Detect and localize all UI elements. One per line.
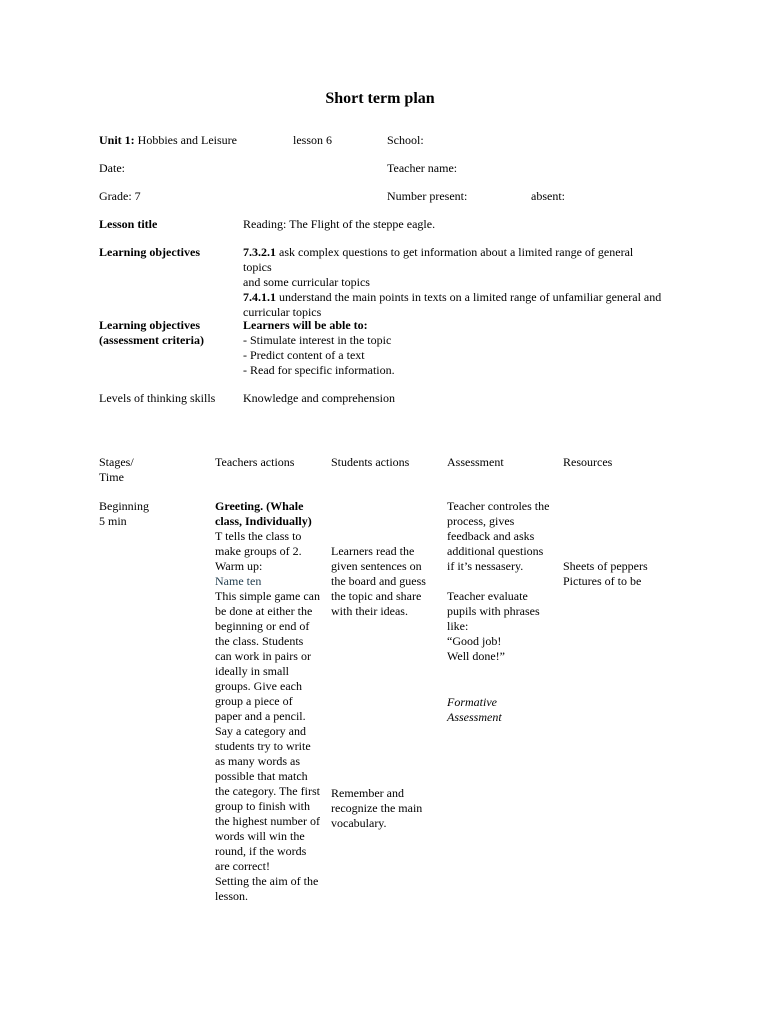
thinking-skills-value: Knowledge and comprehension <box>243 391 395 405</box>
assessment-cell: Teacher evaluate pupils with phrases like: “Good job! Well done!” <box>447 589 540 663</box>
learning-objectives-label: Learning objectives <box>99 245 200 259</box>
objective-text: ask complex questions to get information about a limited range of general topics <box>243 245 634 274</box>
lesson-title-value: Reading: The Flight of the steppe eagle. <box>243 217 436 231</box>
absent-label: absent: <box>531 189 565 203</box>
page-title: Short term plan <box>325 90 435 107</box>
formative-assessment-label: Formative Assessment <box>447 695 502 724</box>
unit-field <box>99 133 237 148</box>
lesson-number: lesson 6 <box>293 133 332 147</box>
objective-text: and some curricular topics <box>243 275 370 289</box>
stage-cell: Beginning 5 min <box>99 499 149 528</box>
lesson-title-label: Lesson title <box>99 217 158 231</box>
teachers-actions-cell: Greeting. (Whale class, Individually) T tells the class to make groups of 2. Warm up: Name ten This simple game can be done at either the beginning or end of the class. Students can work in pairs or ideally in small groups. Give each group a piece of paper and a pencil. Say a category and students try to write as many words as possible that match the category. The first group to finish with the highest number of words will win the round, if the words are correct! Setting the aim of the lesson. <box>215 499 327 904</box>
assessment-criteria-list <box>243 318 395 378</box>
unit-label: Unit 1: <box>99 133 135 147</box>
column-header-resources: Resources <box>563 455 613 469</box>
objective-text: curricular topics <box>243 305 322 319</box>
learning-objectives-list <box>243 245 663 320</box>
column-header-students: Students actions <box>331 455 410 469</box>
number-present-label: Number present: <box>387 189 468 203</box>
column-header-teachers: Teachers actions <box>215 455 295 469</box>
thinking-skills-label: Levels of thinking skills <box>99 391 216 405</box>
criteria-item: - Read for specific information. <box>243 363 395 377</box>
objective-code: 7.3.2.1 <box>243 245 276 259</box>
unit-value: Hobbies and Leisure <box>137 133 237 147</box>
column-header-assessment: Assessment <box>447 455 504 469</box>
teacher-name-label: Teacher name: <box>387 161 458 175</box>
date-label: Date: <box>99 161 125 175</box>
resources-cell: Sheets of peppers Pictures of to be <box>563 559 648 588</box>
assessment-cell: Teacher controles the process, gives feedback and asks additional questions if it’s nessasery. <box>447 499 550 573</box>
objective-text: understand the main points in texts on a limited range of unfamiliar general and <box>276 290 662 304</box>
objective-code: 7.4.1.1 <box>243 290 276 304</box>
column-header-stages: Stages/ Time <box>99 455 134 484</box>
grade-label: Grade: 7 <box>99 189 141 203</box>
game-name: Name ten <box>215 574 262 588</box>
students-actions-cell: Learners read the given sentences on the board and guess the topic and share with their ideas. <box>331 544 426 618</box>
assessment-criteria-label: Learning objectives (assessment criteria) <box>99 318 204 347</box>
criteria-heading: Learners will be able to: <box>243 318 368 332</box>
criteria-item: - Predict content of a text <box>243 348 365 362</box>
school-label: School: <box>387 133 424 147</box>
students-actions-cell: Remember and recognize the main vocabulary. <box>331 786 423 830</box>
criteria-item: - Stimulate interest in the topic <box>243 333 392 347</box>
